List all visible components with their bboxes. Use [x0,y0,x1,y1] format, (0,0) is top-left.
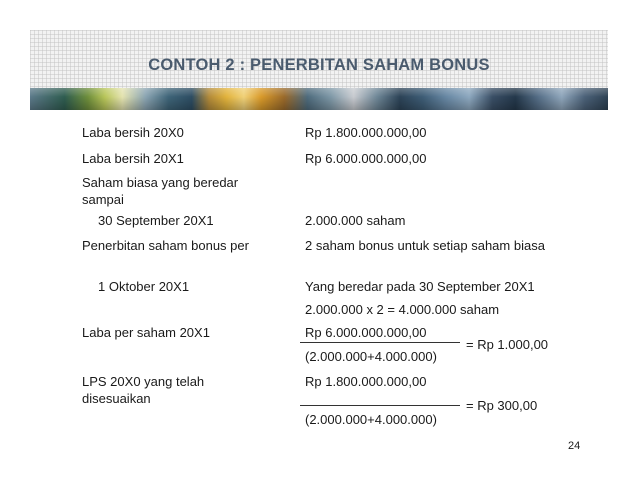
outstanding-shares-value: 2.000.000 saham [305,213,406,228]
september-date-label: 30 September 20X1 [98,213,214,228]
eps-20x1-denominator: (2.000.000+4.000.000) [305,349,437,364]
decorative-photo-strip [30,88,608,110]
net-income-20x1-value: Rp 6.000.000.000,00 [305,151,427,166]
bonus-issue-value: 2 saham bonus untuk setiap saham biasa [305,238,545,253]
page-number: 24 [568,440,581,452]
net-income-20x0-value: Rp 1.800.000.000,00 [305,125,427,140]
eps-20x0-adjusted-label: LPS 20X0 yang telah disesuaikan [82,374,205,406]
eps-20x1-label: Laba per saham 20X1 [82,325,210,340]
eps-20x1-numerator: Rp 6.000.000.000,00 [305,325,427,340]
outstanding-date-value: Yang beredar pada 30 September 20X1 [305,279,535,294]
bonus-issue-label: Penerbitan saham bonus per [82,238,249,253]
eps-20x0-numerator: Rp 1.800.000.000,00 [305,374,427,389]
eps-20x0-fraction-line [300,405,460,406]
strip-shade [30,88,608,110]
net-income-20x0-label: Laba bersih 20X0 [82,125,184,140]
slide-title: CONTOH 2 : PENERBITAN SAHAM BONUS [148,56,490,74]
net-income-20x1-label: Laba bersih 20X1 [82,151,184,166]
october-date-label: 1 Oktober 20X1 [98,279,190,294]
eps-20x1-fraction-line [300,342,460,343]
eps-20x0-denominator: (2.000.000+4.000.000) [305,412,437,427]
bonus-calculation-value: 2.000.000 x 2 = 4.000.000 saham [305,302,500,317]
outstanding-shares-label: Saham biasa yang beredar sampai [82,175,239,207]
eps-20x0-result: = Rp 300,00 [466,398,538,413]
eps-20x1-result: = Rp 1.000,00 [466,337,549,352]
